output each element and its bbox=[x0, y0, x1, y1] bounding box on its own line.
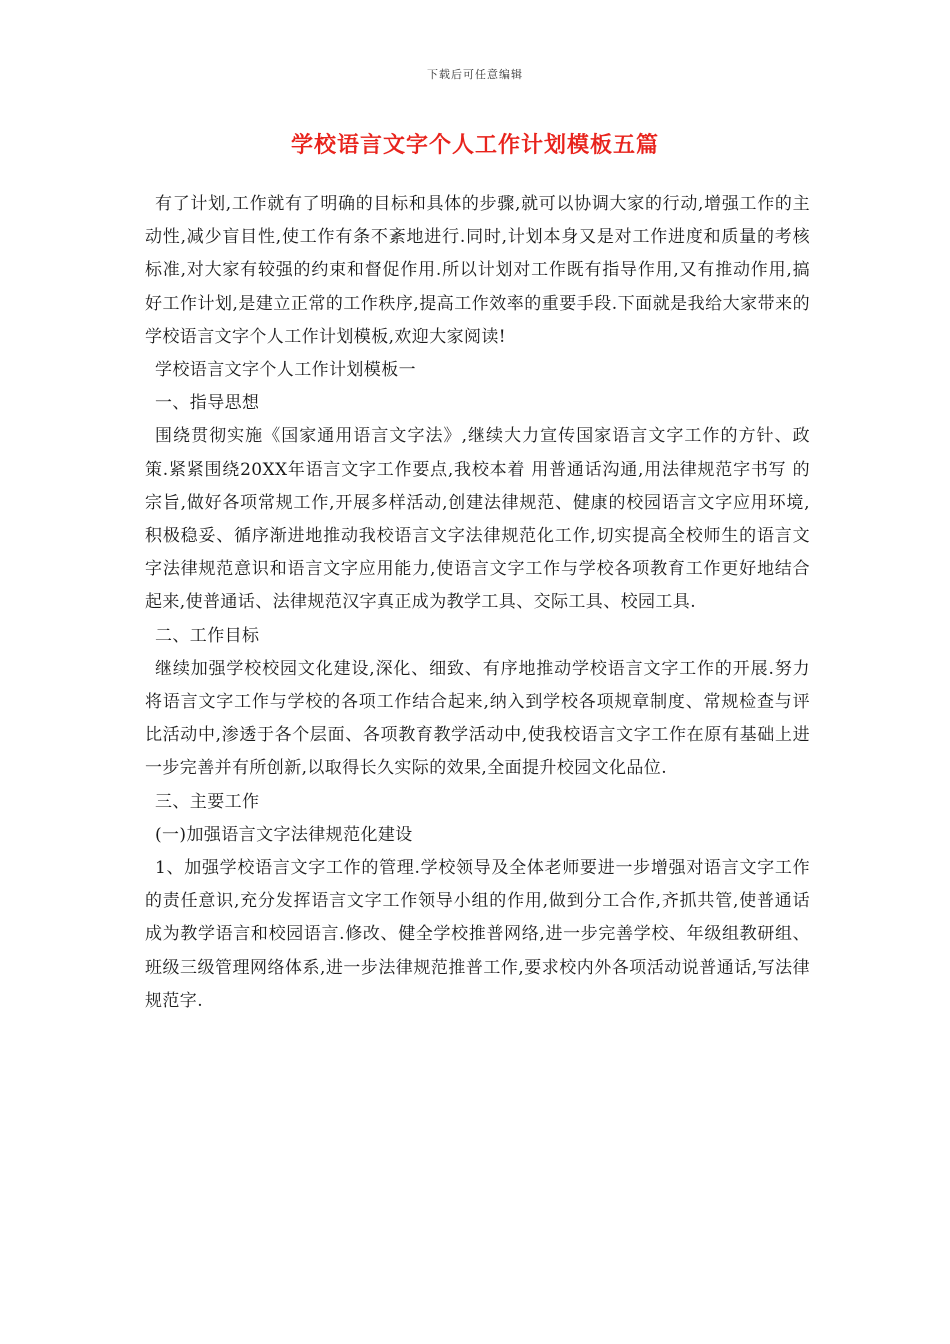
template-heading: 学校语言文字个人工作计划模板一 bbox=[155, 360, 416, 381]
main-work-item-1: 1、加强学校语言文字工作的管理.学校领导及全体老师要进一步增强对语言文字工作的责任意识,充分发挥语言文字工作领导小组的作用,做到分工合作,齐抓共管,使普通话成为教学语言和校园语言.修改、健全学校推普网络,进一步完善学校、年级组教研组、班级三级管理网络体系,进一步法律规范推普工作,要求校内外各项活动说普通话,写法律规范字. bbox=[145, 858, 810, 1011]
header-note: 下载后可任意编辑 bbox=[427, 68, 523, 81]
document-title: 学校语言文字个人工作计划模板五篇 bbox=[290, 132, 659, 158]
section-heading-main-work: 三、主要工作 bbox=[155, 791, 260, 812]
document-body bbox=[145, 188, 810, 1018]
guiding-thought-paragraph: 围绕贯彻实施《国家通用语言文字法》,继续大力宣传国家语言文字工作的方针、政策.紧紧围绕20XX年语言文字工作要点,我校本着 用普通话沟通,用法律规范字书写 的宗旨,做好各项常规工作,开展多样活动,创建法律规范、健康的校园语言文字应用环境,积极稳妥、循序渐进地推动我校语言文字法律规范化工作,切实提高全校师生的语言文字法律规范意识和语言文字应用能力,使语言文字工作与学校各项教育工作更好地结合起来,使普通话、法律规范汉字真正成为教学工具、交际工具、校园工具. bbox=[145, 426, 810, 613]
subsection-heading: (一)加强语言文字法律规范化建设 bbox=[155, 824, 413, 845]
intro-paragraph: 有了计划,工作就有了明确的目标和具体的步骤,就可以协调大家的行动,增强工作的主动性,减少盲目性,使工作有条不紊地进行.同时,计划本身又是对工作进度和质量的考核标准,对大家有较强的约束和督促作用.所以计划对工作既有指导作用,又有推动作用,搞好工作计划,是建立正常的工作秩序,提高工作效率的重要手段.下面就是我给大家带来的学校语言文字个人工作计划模板,欢迎大家阅读! bbox=[145, 194, 810, 347]
section-heading-work-goals: 二、工作目标 bbox=[155, 625, 260, 646]
section-heading-guiding-thought: 一、指导思想 bbox=[155, 393, 260, 414]
work-goals-paragraph: 继续加强学校校园文化建设,深化、细致、有序地推动学校语言文字工作的开展.努力将语言文字工作与学校的各项工作结合起来,纳入到学校各项规章制度、常规检查与评比活动中,渗透于各个层面、各项教育教学活动中,使我校语言文字工作在原有基础上进一步完善并有所创新,以取得长久实际的效果,全面提升校园文化品位. bbox=[145, 658, 810, 779]
